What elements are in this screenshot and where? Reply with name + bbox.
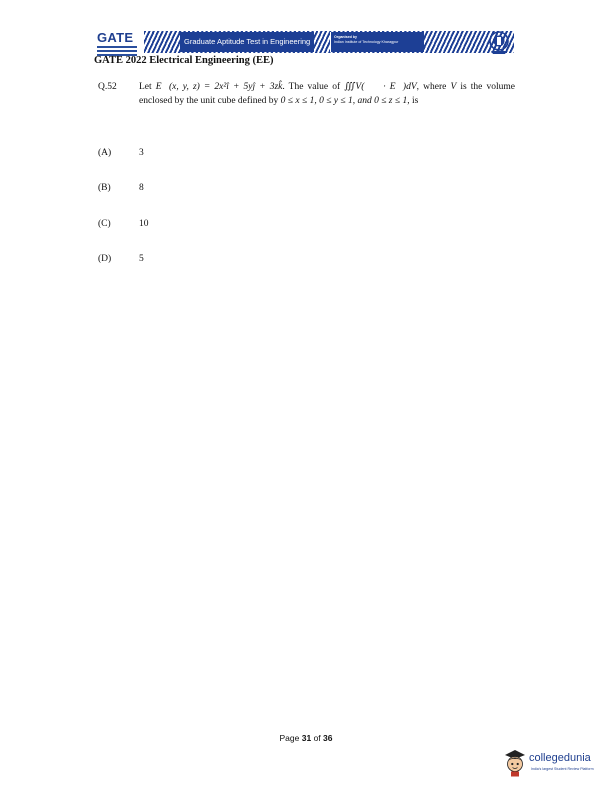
option-b-value: 8 <box>139 183 144 193</box>
option-c-value: 10 <box>139 219 149 229</box>
banner-title: Graduate Aptitude Test in Engineering <box>180 32 314 52</box>
page-of: of <box>311 733 324 743</box>
option-d-value: 5 <box>139 254 144 264</box>
organizer-name: Indian Institute of Technology Kharagpur <box>334 40 399 44</box>
organized-by-label: Organised by <box>334 35 357 39</box>
page-current: 31 <box>301 733 312 743</box>
option-a-label: (A) <box>98 148 112 158</box>
option-a-value: 3 <box>139 148 144 158</box>
collegedunia-tagline: India's largest Student Review Platform <box>531 767 594 771</box>
question-text-part: Let <box>139 82 156 92</box>
option-c-label: (C) <box>98 219 111 229</box>
bounds-expression: 0 ≤ x ≤ 1, 0 ≤ y ≤ 1, and 0 ≤ z ≤ 1 <box>280 95 408 106</box>
field-expression: E⃗(x, y, z) = 2x²î + 5yĵ + 3zk̂ <box>155 82 283 92</box>
integral-expression: ∭V(∇⃗ · E⃗)dV <box>344 82 417 92</box>
question-text <box>139 81 515 108</box>
page-number <box>0 733 612 743</box>
collegedunia-logo <box>503 748 609 778</box>
volume-variable: V <box>450 82 457 92</box>
page-prefix: Page <box>279 733 302 743</box>
question-text-part: is the volume enclosed by the unit cube defined by <box>139 82 515 106</box>
gate-logo-text: GATE <box>97 30 134 45</box>
exam-title: GATE 2022 Electrical Engineering (EE) <box>94 55 274 66</box>
question-text-part: . The value of <box>282 82 345 92</box>
collegedunia-brand: collegedunia <box>529 752 591 764</box>
question-number: Q.52 <box>98 82 117 92</box>
option-b-label: (B) <box>98 183 111 193</box>
question-text-part: , is <box>407 95 419 106</box>
option-d-label: (D) <box>98 254 112 264</box>
page-total: 36 <box>323 733 333 743</box>
iit-kharagpur-emblem-icon <box>488 31 510 55</box>
banner-organizer <box>330 32 424 52</box>
collegedunia-mascot-icon <box>503 748 527 778</box>
question-text-part: , where <box>416 82 451 92</box>
